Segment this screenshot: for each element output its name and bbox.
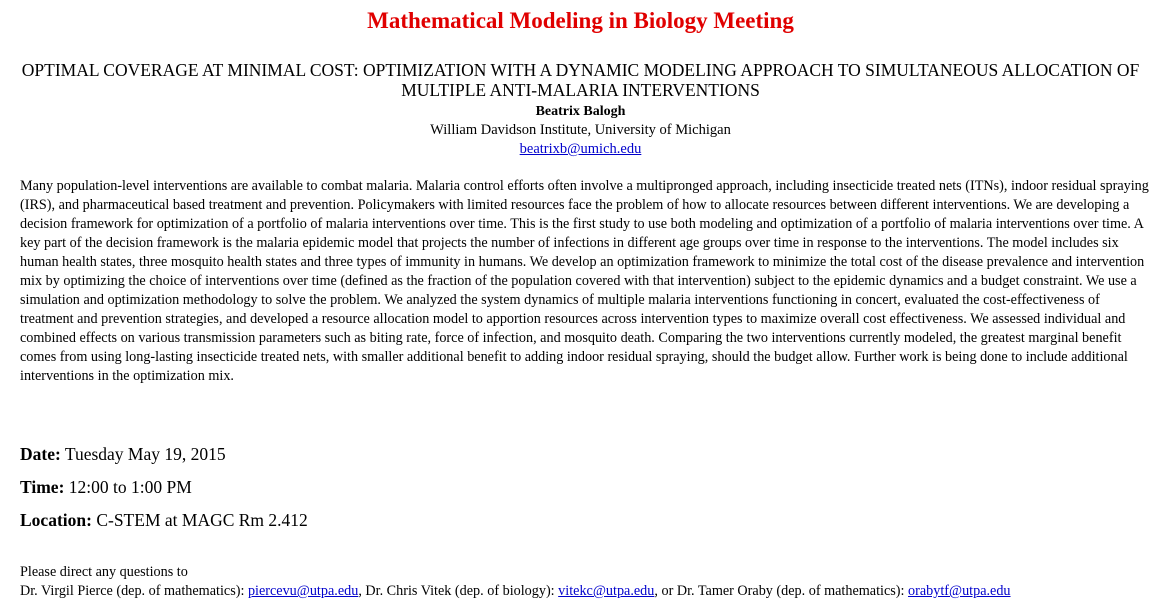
time-value: 12:00 to 1:00 PM (68, 477, 192, 497)
speaker-email-line (0, 140, 1161, 159)
time-label: Time: (20, 477, 65, 497)
contact-separator-1: , Dr. Chris Vitek (dep. of biology): (358, 583, 559, 599)
time-line (20, 476, 192, 498)
contact-separator-2: , or Dr. Tamer Oraby (dep. of mathematics): (654, 583, 909, 599)
location-label: Location: (20, 510, 92, 530)
abstract-text: Many population-level interventions are available to combat malaria. Malaria control efforts often involve a multipronged approach, including insecticide treated nets (ITNs), indoor residual spraying (IRS), and pharmaceutical based treatment and prevention. Policymakers with limited resources face the problem of how to allocate resources between different interventions. We are developing a decision framework for optimization of a portfolio of malaria interventions over time. This is the first study to use both modeling and optimization of a portfolio of malaria interventions over time. A key part of the decision framework is the malaria epidemic model that projects the number of infections in different age groups over time in response to the interventions. The model includes six human health states, three mosquito health states and three types of immunity in humans. We develop an optimization framework to minimize the total cost of the disease prevalence and intervention mix by optimizing the choice of interventions over time (defined as the fraction of the population covered with that intervention) subject to the epidemic dynamics and a budget constraint. We use a simulation and optimization methodology to solve the problem. We analyzed the system dynamics of multiple malaria interventions functioning in concert, evaluated the cost-effectiveness of treatment and prevention strategies, and developed a resource allocation model to apportion resources across intervention types to maximize overall cost effectiveness. We assessed individual and combined effects on various transmission parameters such as biting rate, force of infection, and mosquito death. Comparing the two interventions currently modeled, the greatest marginal benefit comes from using long-lasting insecticide treated nets, with smaller additional benefit to adding indoor residual spraying, should the budget allow. Further work is being done to include additional interventions in the optimization mix. (20, 178, 1149, 384)
meeting-title: Mathematical Modeling in Biology Meeting (367, 8, 794, 33)
contact-people (20, 582, 1156, 601)
contact-email-2-link[interactable]: vitekc@utpa.edu (558, 583, 655, 599)
talk-title: OPTIMAL COVERAGE AT MINIMAL COST: OPTIMIZATION WITH A DYNAMIC MODELING APPROACH TO SIMULTANEOUS ALLOCATION OF MULTIPLE ANTI-MALARIA INTERVENTIONS (21, 60, 1140, 100)
speaker-name: Beatrix Balogh (535, 104, 626, 119)
contact-person-1: Dr. Virgil Pierce (dep. of mathematics): (20, 583, 248, 599)
date-label: Date: (20, 444, 61, 464)
date-value: Tuesday May 19, 2015 (64, 444, 226, 464)
date-line (20, 443, 226, 465)
location-line (20, 509, 308, 531)
contact-email-1-link[interactable]: piercevu@utpa.edu (247, 583, 359, 599)
location-value: C-STEM at MAGC Rm 2.412 (96, 510, 308, 530)
speaker-email-link[interactable]: beatrixb@umich.edu (519, 141, 642, 157)
speaker-affiliation: William Davidson Institute, University of Michigan (430, 122, 731, 138)
contact-intro: Please direct any questions to (20, 564, 188, 580)
contact-section (20, 563, 1156, 601)
contact-email-3-link[interactable]: orabytf@utpa.edu (908, 583, 1011, 599)
